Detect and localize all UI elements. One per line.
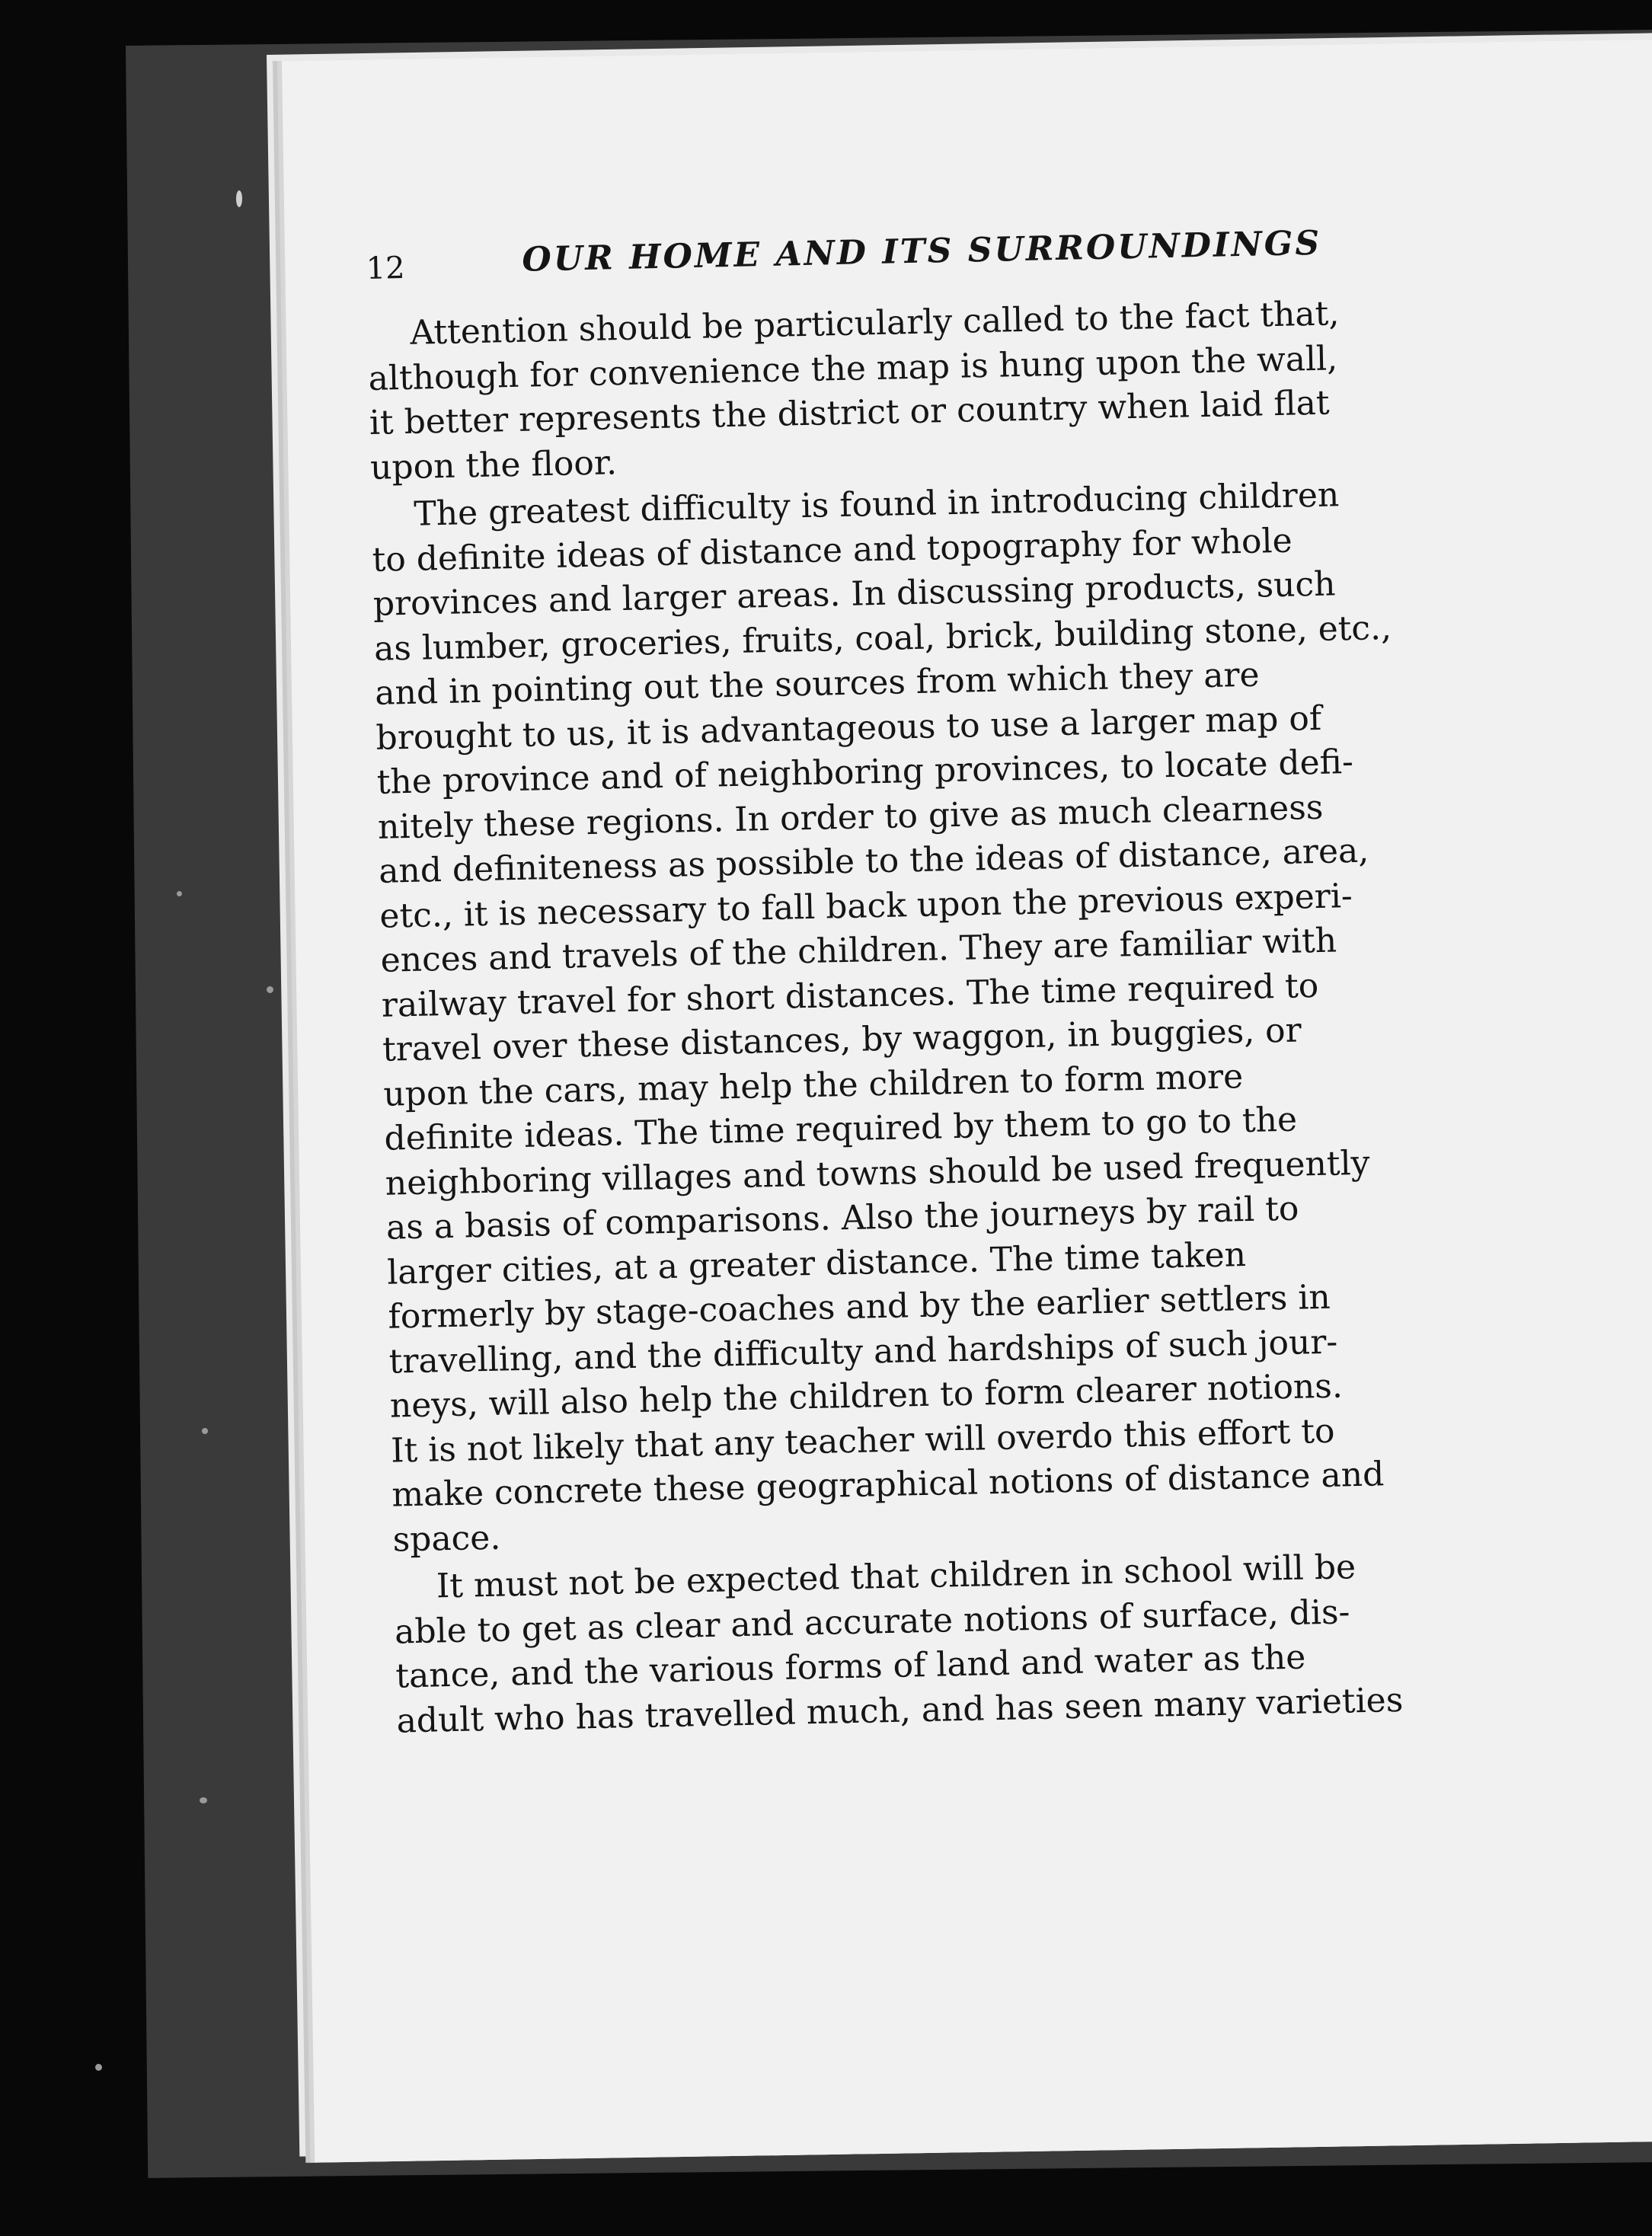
- scan-speck: [200, 1797, 207, 1803]
- text-line: ences and travels of the children. They are familiar with: [380, 921, 1337, 980]
- text-line: travel over these distances, by waggon, in buggies, or: [382, 1011, 1302, 1069]
- text-line: travelling, and the difficulty and hardships of such jour-: [388, 1322, 1338, 1382]
- paragraph-1: [367, 286, 1620, 490]
- text-line: formerly by stage-coaches and by the earlier settlers in: [387, 1277, 1331, 1337]
- paragraph-3: [393, 1539, 1646, 1743]
- text-line: as lumber, groceries, fruits, coal, brick, building stone, etc.,: [373, 608, 1392, 669]
- text-line: to definite ideas of distance and topography for whole: [372, 521, 1293, 580]
- text-line: able to get as clear and accurate notions of surface, dis-: [394, 1592, 1350, 1652]
- text-line: tance, and the various forms of land and water as the: [395, 1637, 1306, 1696]
- text-line: It must not be expected that children in school will be: [436, 1548, 1356, 1606]
- text-line: brought to us, it is advantageous to use a larger map of: [375, 698, 1322, 758]
- text-line: as a basis of comparisons. Also the journeys by rail to: [385, 1189, 1299, 1247]
- text-line: adult who has travelled much, and has seen many varieties: [396, 1680, 1404, 1741]
- text-line: railway travel for short distances. The time required to: [381, 966, 1319, 1025]
- text-line: and in pointing out the sources from which they are: [374, 655, 1261, 713]
- text-line: the province and of neighboring provinces, to locate defi-: [376, 742, 1354, 802]
- text-line: Attention should be particularly called to the fact that,: [409, 294, 1340, 353]
- text-line: neys, will also help the children to form clearer notions.: [389, 1366, 1344, 1426]
- scan-speck: [177, 891, 182, 896]
- text-line: nitely these regions. In order to give as much clearness: [377, 787, 1324, 847]
- text-line: neighboring villages and towns should be used frequently: [385, 1143, 1370, 1203]
- scan-speck: [236, 190, 242, 207]
- text-line: space.: [392, 1518, 501, 1560]
- page-content: [366, 218, 1646, 1744]
- text-line: upon the cars, may help the children to form more: [382, 1056, 1244, 1114]
- text-line: provinces and larger areas. In discussing products, such: [372, 564, 1336, 624]
- text-line: The greatest difficulty is found in introducing children: [413, 475, 1340, 534]
- scan-speck: [95, 2064, 102, 2071]
- text-line: larger cities, at a greater distance. The time taken: [386, 1235, 1247, 1292]
- text-line: and definiteness as possible to the ideas of distance, area,: [378, 831, 1369, 891]
- text-line: it better represents the district or country when laid flat: [369, 383, 1331, 442]
- scan-speck: [202, 1428, 208, 1434]
- text-line: It is not likely that any teacher will overdo this effort to: [390, 1411, 1335, 1471]
- page-number: 12: [366, 250, 406, 286]
- scan-speck: [267, 986, 273, 993]
- paragraph-2: [371, 468, 1642, 1563]
- text-line: definite ideas. The time required by them to go to the: [384, 1100, 1298, 1158]
- text-line: etc., it is necessary to fall back upon the previous experi-: [379, 876, 1353, 936]
- text-line: although for convenience the map is hung upon the wall,: [368, 338, 1338, 398]
- running-head: OUR HOME AND ITS SURROUNDINGS: [521, 223, 1322, 280]
- text-line: make concrete these geographical notions of distance and: [391, 1455, 1385, 1515]
- text-line: upon the floor.: [369, 442, 618, 487]
